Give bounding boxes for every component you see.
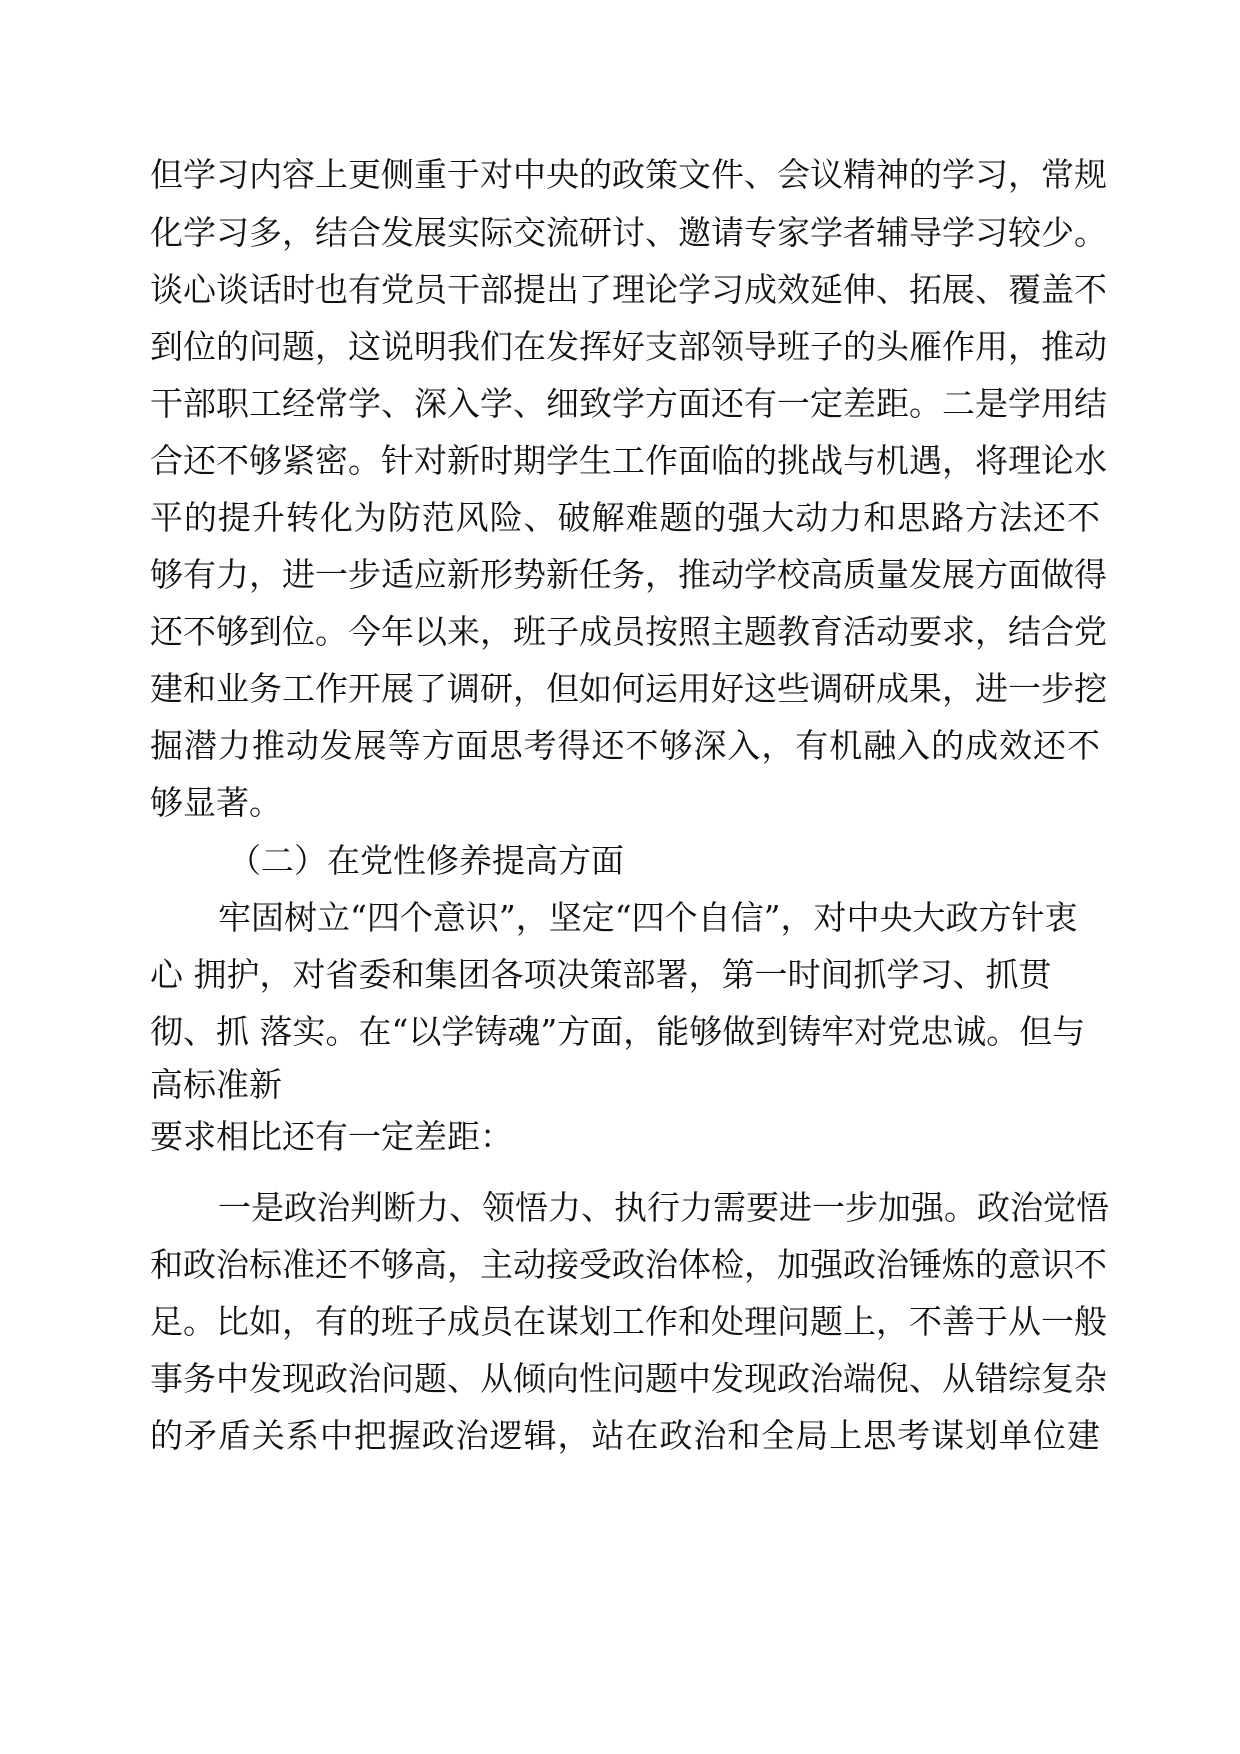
paragraph-1-line-8: 够有力，进一步适应新形势新任务，推动学校高质量发展方面做得 [150, 555, 1107, 594]
paragraph-2-line-1: 牢固树立“四个意识”，坚定“四个自信”，对中央大政方针衷 [218, 898, 1078, 937]
paragraph-1-line-9: 还不够到位。今年以来，班子成员按照主题教育活动要求，结合党 [150, 612, 1107, 651]
section-heading: （二）在党性修养提高方面 [228, 841, 624, 880]
paragraph-3-line-2: 和政治标准还不够高，主动接受政治体检，加强政治锤炼的意识不 [150, 1245, 1107, 1284]
paragraph-1-line-1: 但学习内容上更侧重于对中央的政策文件、会议精神的学习，常规 [150, 155, 1107, 194]
paragraph-1-line-3: 谈心谈话时也有党员干部提出了理论学习成效延伸、拓展、覆盖不 [150, 270, 1107, 309]
paragraph-2-line-3: 彻、抓 落实。在“以学铸魂”方面，能够做到铸牢对党忠诚。但与 [150, 1012, 1086, 1051]
paragraph-1-line-5: 干部职工经常学、深入学、细致学方面还有一定差距。二是学用结 [150, 384, 1107, 423]
paragraph-1-line-10: 建和业务工作开展了调研，但如何运用好这些调研成果，进一步挖 [150, 669, 1107, 708]
paragraph-3-line-4: 事务中发现政治问题、从倾向性问题中发现政治端倪、从错综复杂 [150, 1359, 1107, 1398]
paragraph-1-line-7: 平的提升转化为防范风险、破解难题的强大动力和思路方法还不 [150, 498, 1100, 537]
paragraph-3-line-5: 的矛盾关系中把握政治逻辑，站在政治和全局上思考谋划单位建 [150, 1416, 1100, 1455]
paragraph-1-line-4: 到位的问题，这说明我们在发挥好支部领导班子的头雁作用，推动 [150, 327, 1107, 366]
paragraph-2-line-2: 心 拥护，对省委和集团各项决策部署，第一时间抓学习、抓贯 [150, 955, 1052, 994]
paragraph-2-line-4: 高标准新 [150, 1065, 282, 1104]
paragraph-1-line-6: 合还不够紧密。针对新时期学生工作面临的挑战与机遇，将理论水 [150, 441, 1107, 480]
paragraph-3-line-3: 足。比如，有的班子成员在谋划工作和处理问题上，不善于从一般 [150, 1302, 1107, 1341]
paragraph-1-line-2: 化学习多，结合发展实际交流研讨、邀请专家学者辅导学习较少。 [150, 213, 1107, 252]
paragraph-3-line-1: 一是政治判断力、领悟力、执行力需要进一步加强。政治觉悟 [218, 1188, 1109, 1227]
paragraph-1-line-12: 够显著。 [150, 783, 282, 822]
paragraph-1-line-11: 掘潜力推动发展等方面思考得还不够深入，有机融入的成效还不 [150, 726, 1100, 765]
paragraph-2-line-5: 要求相比还有一定差距： [150, 1117, 513, 1156]
